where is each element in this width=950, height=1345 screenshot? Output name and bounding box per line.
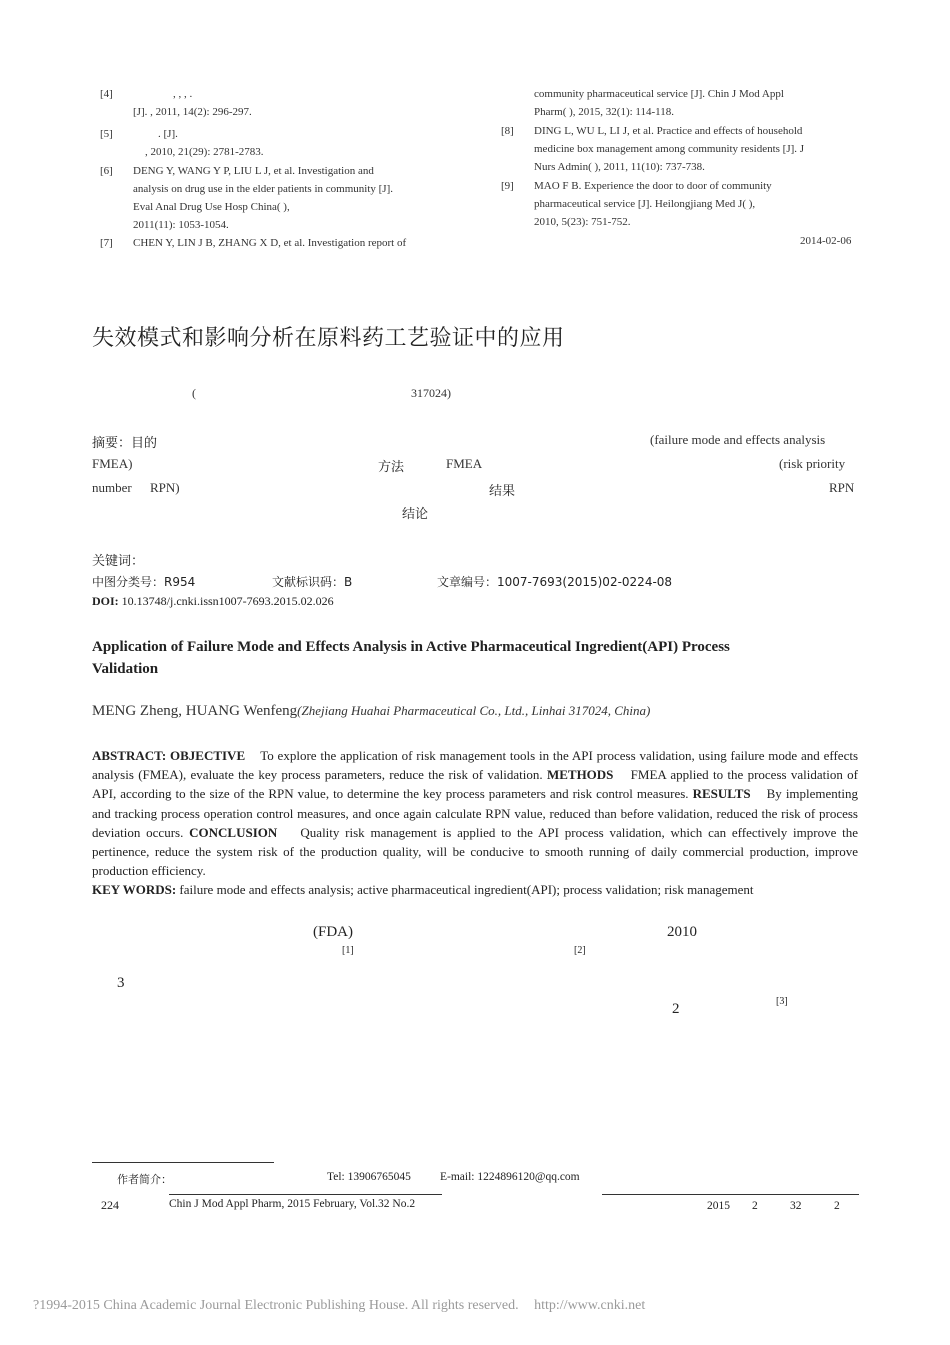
- english-title: [92, 636, 858, 680]
- body-fda: (FDA): [313, 924, 353, 940]
- doi: [92, 594, 334, 609]
- abstract-conclusion: Quality risk management is applied to the API process validation, which can effectively improve the pertinence, reduce the system risk of the production quality, will be conducive to smooth running of daily commercial production, improve production efficiency.: [92, 824, 859, 879]
- reference-line: Pharm( ), 2015, 32(1): 114-118.: [534, 106, 675, 118]
- author-affiliation: (Zhejiang Huahai Pharmaceutical Co., Ltd., Linhai 317024, China): [297, 703, 651, 718]
- page-number: 224: [101, 1198, 119, 1212]
- reference-number: [5]: [100, 128, 113, 140]
- footer-rule-right: [602, 1194, 859, 1195]
- reference-number: [4]: [100, 88, 113, 100]
- doi-label: DOI:: [92, 594, 119, 608]
- reference-number: [7]: [100, 237, 113, 249]
- copyright-watermark: [33, 1298, 645, 1314]
- abstract-methods-label: METHODS: [546, 767, 614, 783]
- reference-line: Nurs Admin( ), 2011, 11(10): 737-738.: [534, 161, 705, 173]
- footnote-divider: [92, 1162, 274, 1163]
- reference-number: [9]: [501, 180, 514, 192]
- body-year: 2010: [667, 924, 697, 940]
- body-two: 2: [672, 1001, 680, 1017]
- reference-line: CHEN Y, LIN J B, ZHANG X D, et al. Investigation report of: [133, 237, 407, 249]
- authors-line: [92, 703, 650, 720]
- english-abstract: [92, 746, 858, 900]
- clc-number: 中图分类号：R954: [92, 575, 196, 589]
- reference-line: . [J].: [158, 128, 178, 140]
- cn-abstract-fmea-en: (failure mode and effects analysis: [650, 432, 826, 447]
- footer-volume: 32: [790, 1200, 802, 1212]
- document-code: 文献标识码：B: [272, 575, 353, 589]
- doi-value: 10.13748/j.cnki.issn1007-7693.2015.02.026: [121, 594, 334, 608]
- cn-abstract-rpn: RPN: [829, 480, 855, 495]
- reference-number: [6]: [100, 165, 113, 177]
- citation-2: [2]: [574, 945, 586, 956]
- footer-rule-left: [169, 1194, 442, 1195]
- copyright-text: ?1994-2015 China Academic Journal Electronic Publishing House. All rights reserved.: [33, 1298, 519, 1313]
- reference-line: Eval Anal Drug Use Hosp China( ),: [133, 201, 290, 213]
- reference-4: [100, 85, 460, 118]
- footer-month: 2: [752, 1200, 758, 1212]
- abstract-conclusion-label: CONCLUSION: [189, 824, 278, 840]
- reference-line: medicine box management among community residents [J]. J: [534, 143, 805, 155]
- chinese-title: 失效模式和影响分析在原料药工艺验证中的应用: [92, 326, 565, 351]
- cn-abstract-conclusion: 结论: [402, 507, 429, 522]
- cn-abstract-fmea-abbr: FMEA): [92, 456, 133, 471]
- affiliation-open: (: [192, 386, 196, 400]
- cnki-link[interactable]: http://www.cnki.net: [534, 1298, 646, 1313]
- reference-line: 2011(11): 1053-1054.: [133, 219, 229, 231]
- reference-line: DENG Y, WANG Y P, LIU L J, et al. Investigation and: [133, 165, 374, 177]
- abstract-results-label: RESULTS: [692, 786, 751, 802]
- reference-line: , 2010, 21(29): 2781-2783.: [145, 146, 264, 158]
- cn-abstract-risk-priority: (risk priority: [779, 456, 846, 471]
- reference-line: , , , .: [173, 88, 193, 100]
- abstract-objective-label: ABSTRACT: OBJECTIVE: [92, 748, 246, 763]
- abstract-objective: To explore the application of risk management tools in the API process validation, using failure mode and effects analysis (FMEA), evaluate the key process parameters, reduce the risk of validation.: [92, 748, 859, 783]
- reference-line: community pharmaceutical service [J]. Chin J Mod Appl: [534, 88, 784, 100]
- reference-line: 2010, 5(23): 751-752.: [534, 216, 631, 228]
- english-title-line: Application of Failure Mode and Effects Analysis in Active Pharmaceutical Ingredient(API) Process: [92, 639, 730, 655]
- abstract-keywords: failure mode and effects analysis; active pharmaceutical ingredient(API); process validation; risk management: [179, 882, 754, 898]
- abstract-methods: FMEA applied to the process validation of API, according to the size of the RPN value, to determine the key process parameters and risk control measures.: [92, 767, 859, 802]
- english-title-line: Validation: [92, 661, 159, 677]
- author-note-label: 作者简介：: [117, 1173, 172, 1186]
- reference-5: [100, 125, 460, 158]
- cn-abstract-methods-fmea: FMEA: [446, 456, 483, 471]
- received-date: 2014-02-06: [800, 235, 852, 247]
- reference-number: [8]: [501, 125, 514, 137]
- reference-line: pharmaceutical service [J]. Heilongjiang Med J( ),: [534, 198, 756, 210]
- cn-abstract-number: number: [92, 480, 132, 495]
- citation-1: [1]: [342, 945, 354, 956]
- cn-abstract-label: 摘要：目的: [92, 436, 158, 451]
- cn-keywords-label: 关键词：: [92, 554, 145, 569]
- abstract-keywords-label: KEY WORDS:: [92, 882, 177, 898]
- reference-line: [J]. , 2011, 14(2): 296-297.: [133, 106, 252, 118]
- reference-line: analysis on drug use in the elder patients in community [J].: [133, 183, 393, 195]
- article-number: 文章编号：1007-7693(2015)02-0224-08: [437, 575, 673, 589]
- affiliation-postcode: 317024): [411, 386, 451, 400]
- footer-issue: 2: [834, 1200, 840, 1212]
- cn-abstract-results: 结果: [489, 484, 516, 499]
- authors: MENG Zheng, HUANG Wenfeng: [92, 703, 298, 719]
- cn-abstract-rpn-abbr: RPN): [150, 480, 180, 495]
- footer-year: 2015: [707, 1200, 730, 1212]
- reference-line: DING L, WU L, LI J, et al. Practice and effects of household: [534, 125, 803, 137]
- author-tel: Tel: 13906765045: [327, 1171, 411, 1183]
- body-three: 3: [117, 975, 125, 991]
- abstract-results: By implementing and tracking process operation control measures, and once again calculate RPN value, reduced than before validation, reduced the risk of process deviation occurs.: [92, 786, 859, 840]
- citation-3: [3]: [776, 996, 788, 1007]
- reference-line: MAO F B. Experience the door to door of community: [534, 180, 772, 192]
- author-email: E-mail: 1224896120@qq.com: [440, 1171, 580, 1183]
- journal-citation: Chin J Mod Appl Pharm, 2015 February, Vol.32 No.2: [169, 1198, 416, 1210]
- cn-abstract-methods: 方法: [378, 460, 405, 475]
